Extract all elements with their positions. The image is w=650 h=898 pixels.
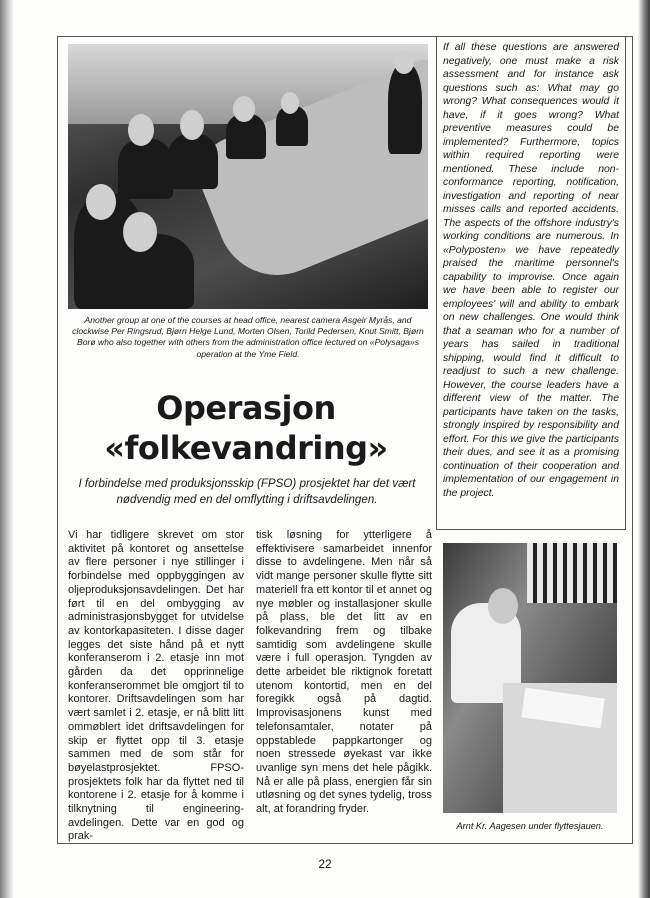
meeting-photo [68,44,428,309]
article-subheading: I forbindelse med produksjonsskip (FPSO) prosjektet har det vært nødvendig med en del omflytting i driftsavdelingen. [78,477,416,506]
article-headline [60,388,432,468]
top-photo-caption: Another group at one of the courses at head office, nearest camera Asgeir Myrås, and clockwise Per Ringsrud, Bjørn Helge Lund, Morten Olsen, Torild Pedersen, Knut Smitt, Bjørn Borø who also together with others from the administration office lectured on «Polysaga»s operation at the Yme Field. [72,315,424,359]
headline-line2: «folkevandring» [104,429,388,467]
sidebar-text: If all these questions are answered negatively, one must make a risk assessment and for instance ask questions such as: What may go wrong? What consequences would it have, if it goes wrong? What preventive measures could be implemented? Furthermore, topics within required reporting were mentioned. These include non-conformance reporting, notification, investigation and reporting of near misses calls and reported accidents. The aspects of the offshore industry's working conditions are numerous. In «Polyposten» we have repeatedly praised the maritime personnel's capability to improvise. Once again we have been able to register our employees' will and ability to embark on new challenges. One would think that a seaman who for a number of years has sailed in traditional shipping, would find it difficult to readjust to such a new challenge. However, the course leaders have a different view of the matter. The participants have taken on the tasks, strongly inspired by responsibility and effort. For this we give the participants their dues, and see it as a promising continuation of their cooperation and implementation of our engagement in the project. [443,42,619,499]
headline-line1: Operasjon [156,389,336,427]
page-number: 22 [318,857,332,871]
scan-right-edge [638,0,650,898]
office-photo [443,543,617,813]
scan-left-edge [0,0,14,898]
article-column-2: tisk løsning for ytterligere å effektivisere samarbeidet innenfor disse to avdelingene. Men når så vidt mange personer skulle flytte sitt materiell fra ett kontor til et annet og nye møbler og installasjoner skulle på plass, ble det litt av en folkevandring frem og tilbake samtidig som avdelingene skulle være i full operasjon. Tyngden av dette arbeidet ble riktignok foretatt utenom kontortid, men en del foregikk også på dagtid. Improvisasjonens kunst med telefonsamtaler, notater på oppstablede pappkartonger og noen stressede øyekast var ikke uvanlige syn mens det hele pågikk. Nå er alle på plass, energien får sin utløsning og det synes tydelig, tross alt, at forandring fryder. [256,529,432,816]
article-column-1: Vi har tidligere skrevet om stor aktivitet på kontoret og ansettelse av flere personer i nye stillinger i forbindelse med oppbyggingen av oljeproduksjonsavdelingen. Det har ført til en del ombygging av administrasjonsbygget for utvidelse av kontorkapasiteten. I disse dager legges det siste hånd på et nytt konferanserom i 2. etasje inn mot gården da det opprinnelige konferanserommet ble omgjort til to kontorer. Driftsavdelingen som har vært samlet i 2. etasje, er nå blitt litt ommøblert idet driftsavdelingen for skip er flyttet opp til 3. etasje sammen med de som står for bøyelastprosjektet. FPSO-prosjektets folk har da flyttet ned til kontorene i 2. etasje for å komme i tilknytning til engineering-avdelingen. Dette var en god og prak- [68,529,244,843]
sidebar-box [436,36,626,530]
bottom-photo-caption: Arnt Kr. Aagesen under flyttesjauen. [456,821,604,831]
